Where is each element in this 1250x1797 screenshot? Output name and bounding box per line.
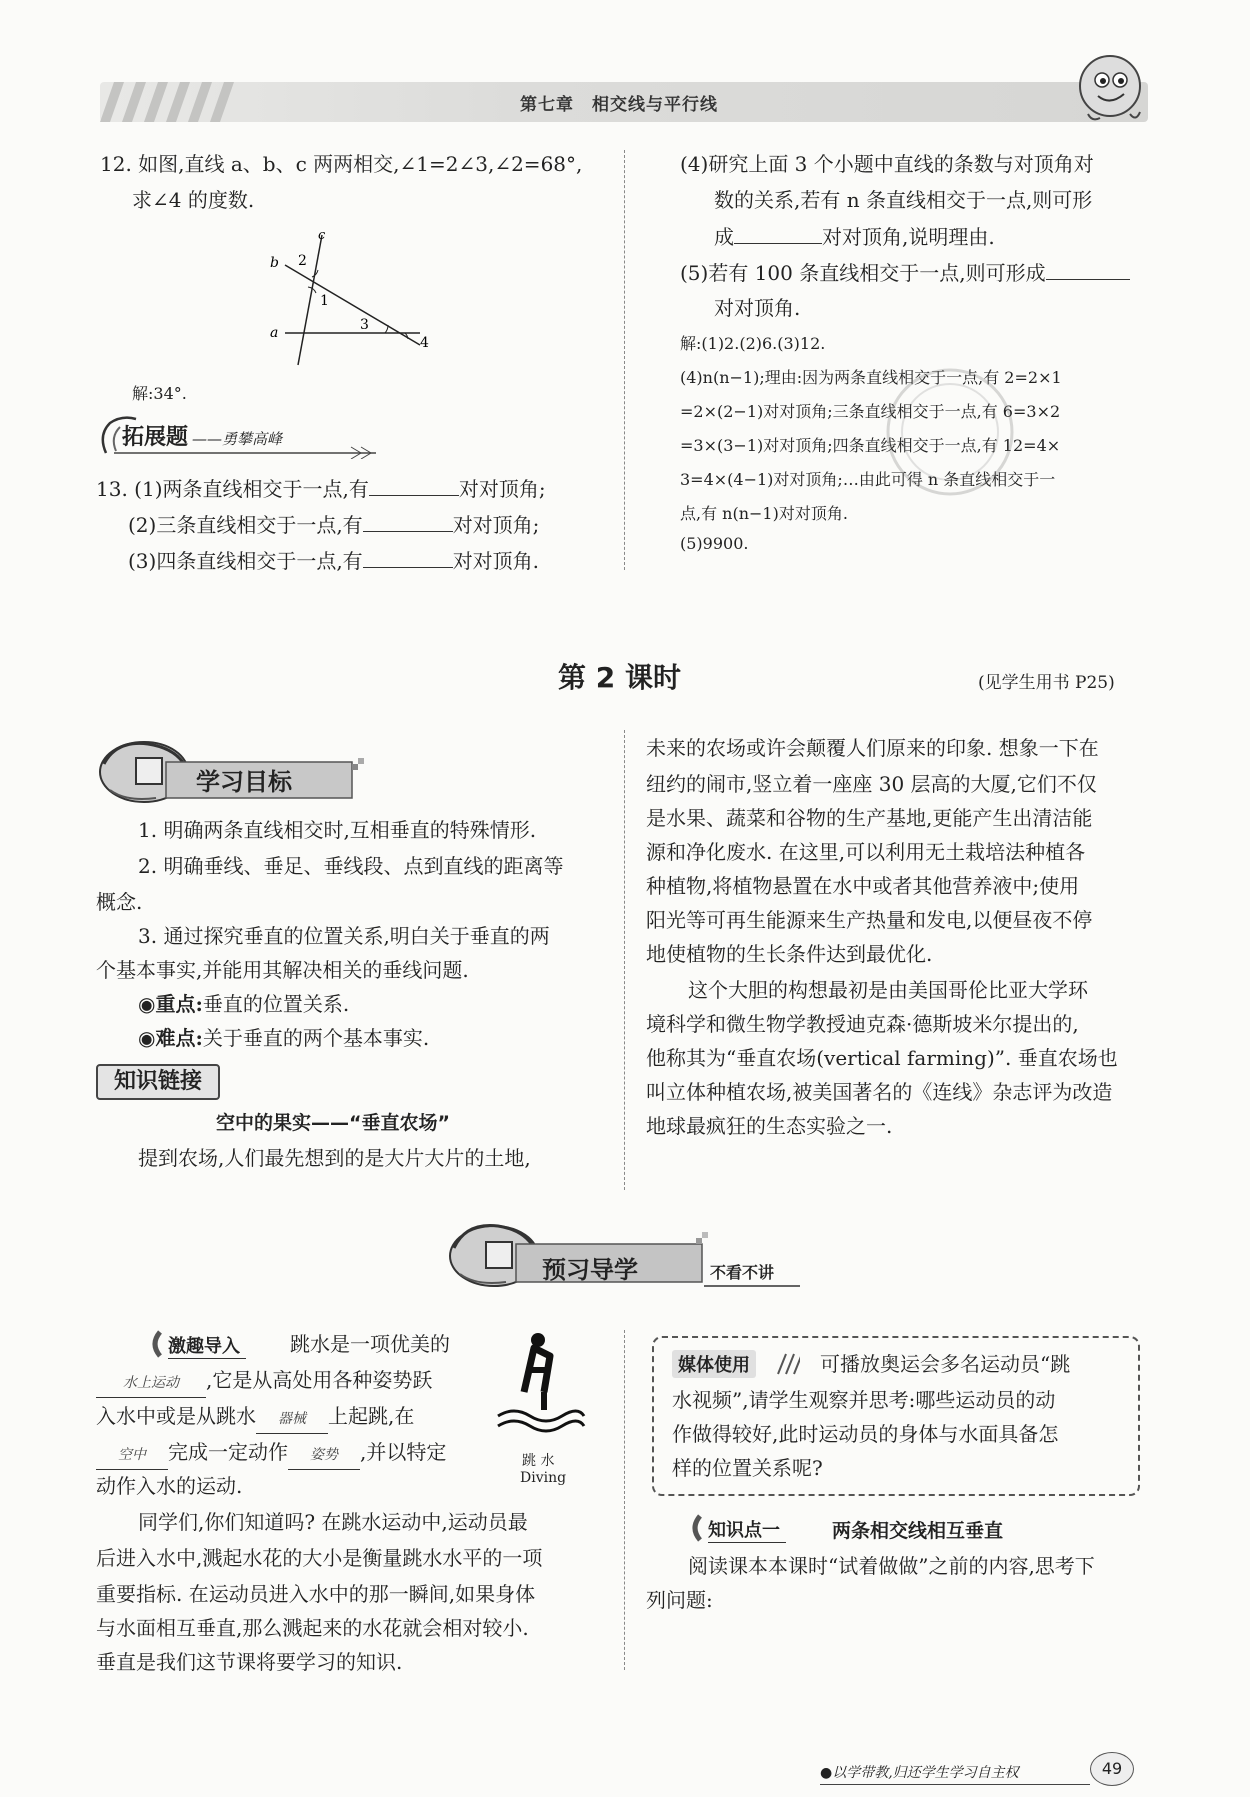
angle-1-label: 1	[320, 293, 329, 309]
knowledge-link-badge: 知识链接	[96, 1064, 220, 1100]
q5-line1: (5)若有 100 条直线相交于一点,则可形成	[680, 258, 1130, 287]
angle-3-label: 3	[360, 317, 369, 333]
q12-line2: 求∠4 的度数.	[132, 188, 255, 212]
answer-line-6: 点,有 n(n−1)对对顶角.	[680, 504, 848, 523]
footer-slogan: ●以学带教,归还学生学习自主权	[820, 1762, 1090, 1785]
preview-banner-sub: 不看不讲	[710, 1263, 775, 1282]
angle-4-label: 4	[420, 335, 429, 351]
reading-line-9: 境科学和微生物学教授迪克森·德斯坡米尔提出的,	[646, 1012, 1079, 1036]
objectives-banner-title: 学习目标	[196, 768, 292, 796]
answer-line-2: (4)n(n−1);理由:因为两条直线相交于一点,有 2=2×1	[680, 368, 1062, 387]
angle-2-label: 2	[298, 253, 307, 269]
reading-line-11: 叫立体种植农场,被美国著名的《连线》杂志评为改造	[646, 1080, 1113, 1104]
answer-line-5: 3=4×(4−1)对对顶角;…由此可得 n 条直线相交于一	[680, 470, 1056, 489]
column-divider-middle	[624, 730, 625, 1190]
reading-line-4: 源和净化废水. 在这里,可以利用无土栽培法种植各	[646, 840, 1086, 864]
intro-line-2: 水上运动 ,它是从高处用各种姿势跃	[96, 1366, 432, 1398]
media-line-1: 可播放奥运会多名运动员“跳	[820, 1352, 1071, 1376]
kp1-line-2: 列问题:	[646, 1588, 713, 1612]
page-number: 49	[1090, 1752, 1134, 1786]
header-stripes	[100, 82, 360, 122]
reading-line-12: 地球最疯狂的生态实验之一.	[646, 1114, 893, 1138]
objective-2a: 2. 明确垂线、垂足、垂线段、点到直线的距离等	[138, 854, 564, 878]
preview-banner-title: 预习导学	[542, 1256, 638, 1284]
chapter-title: 第七章 相交线与平行线	[520, 95, 718, 115]
q4-line3: 成 对对顶角,说明理由.	[714, 222, 995, 251]
diving-icon-caption-cn: 跳 水	[522, 1453, 555, 1469]
media-line-4: 样的位置关系呢?	[672, 1456, 823, 1480]
q4-line1: (4)研究上面 3 个小题中直线的条数与对顶角对	[680, 152, 1094, 176]
objective-1: 1. 明确两条直线相交时,互相垂直的特殊情形.	[138, 818, 537, 842]
reading-line-7: 地使植物的生长条件达到最优化.	[646, 942, 933, 966]
column-divider-top	[624, 150, 625, 570]
reading-line-2: 纽约的闹市,竖立着一座座 30 层高的大厦,它们不仅	[646, 772, 1097, 796]
kp1-label: 知识点一	[708, 1516, 786, 1543]
q4-line2: 数的关系,若有 n 条直线相交于一点,则可形	[714, 188, 1093, 212]
reading-line-1: 未来的农场或许会颠覆人们原来的印象. 想象一下在	[646, 736, 1099, 760]
objective-2b: 概念.	[96, 890, 143, 914]
intro-label: 激趣导入	[168, 1332, 246, 1359]
lesson-reference: (见学生用书 P25)	[978, 673, 1115, 693]
q13-3: (3)四条直线相交于一点,有 对对顶角.	[128, 546, 539, 575]
answer-line-1: 解:(1)2.(2)6.(3)12.	[680, 334, 826, 353]
intro-line-5: 动作入水的运动.	[96, 1474, 243, 1498]
intro-p2-5: 垂直是我们这节课将要学习的知识.	[96, 1650, 403, 1674]
knowledge-link-title: 空中的果实——“垂直农场”	[216, 1112, 450, 1134]
reading-line-5: 种植物,将植物悬置在水中或者其他营养液中;使用	[646, 874, 1080, 898]
intro-p2-1: 同学们,你们知道吗? 在跳水运动中,运动员最	[138, 1510, 528, 1534]
answer-line-4: =3×(3−1)对对顶角;四条直线相交于一点,有 12=4×	[680, 436, 1061, 455]
extension-banner-title: 拓展题	[122, 425, 189, 450]
intro-p2-3: 重要指标. 在运动员进入水中的那一瞬间,如果身体	[96, 1582, 536, 1606]
reading-line-8: 这个大胆的构想最初是由美国哥伦比亚大学环	[688, 978, 1088, 1002]
q12-diagram	[260, 225, 440, 370]
q13-1: 13. (1)两条直线相交于一点,有 对对顶角;	[96, 474, 546, 503]
q13-2: (2)三条直线相交于一点,有 对对顶角;	[128, 510, 539, 539]
answer-line-3: =2×(2−1)对对顶角;三条直线相交于一点,有 6=3×2	[680, 402, 1061, 421]
kp1-tab-marker	[688, 1514, 702, 1542]
key-point: ◉重点:垂直的位置关系.	[138, 992, 350, 1016]
intro-line-3: 入水中或是从跳水 器械 上起跳,在	[96, 1402, 414, 1434]
reading-line-3: 是水果、蔬菜和谷物的生产基地,更能产生出清洁能	[646, 806, 1093, 830]
diving-icon-caption-en: Diving	[520, 1470, 567, 1486]
answer-line-7: (5)9900.	[680, 534, 749, 553]
mascot-icon	[1070, 48, 1150, 128]
media-label: 媒体使用	[672, 1350, 756, 1378]
extension-banner-sub: ——勇攀高峰	[192, 430, 283, 448]
intro-tab-marker	[148, 1330, 162, 1358]
intro-line-4: 空中 完成一定动作 姿势 ,并以特定	[96, 1438, 446, 1470]
slash-decoration-icon	[774, 1352, 800, 1376]
diving-icon	[494, 1326, 586, 1466]
objective-3a: 3. 通过探究垂直的位置关系,明白关于垂直的两	[138, 924, 550, 948]
knowledge-link-p1: 提到农场,人们最先想到的是大片大片的土地,	[138, 1146, 531, 1170]
intro-p2-4: 与水面相互垂直,那么溅起来的水花就会相对较小.	[96, 1616, 529, 1640]
intro-p2-2: 后进入水中,溅起水花的大小是衡量跳水水平的一项	[96, 1546, 543, 1570]
q12-line1: 12. 如图,直线 a、b、c 两两相交,∠1=2∠3,∠2=68°,	[100, 152, 583, 176]
reading-line-10: 他称其为“垂直农场(vertical farming)”. 垂直农场也	[646, 1046, 1118, 1070]
media-line-2: 水视频”,请学生观察并思考:哪些运动员的动	[672, 1388, 1056, 1412]
label-c: c	[318, 228, 326, 243]
stamp-watermark	[880, 362, 1020, 502]
kp1-title: 两条相交线相互垂直	[832, 1520, 1004, 1542]
q5-line2: 对对顶角.	[714, 296, 801, 320]
label-b: b	[270, 255, 279, 271]
objective-3b: 个基本事实,并能用其解决相关的垂线问题.	[96, 958, 469, 982]
intro-line-1: 跳水是一项优美的	[290, 1332, 450, 1356]
kp1-line-1: 阅读课本本课时“试着做做”之前的内容,思考下	[688, 1554, 1095, 1578]
difficult-point: ◉难点:关于垂直的两个基本事实.	[138, 1026, 430, 1050]
lesson-title: 第 2 课时	[558, 661, 681, 694]
label-a: a	[270, 325, 279, 341]
column-divider-bottom	[624, 1330, 625, 1670]
reading-line-6: 阳光等可再生能源来生产热量和发电,以便昼夜不停	[646, 908, 1093, 932]
q12-answer: 解:34°.	[132, 384, 187, 403]
media-line-3: 作做得较好,此时运动员的身体与水面具备怎	[672, 1422, 1059, 1446]
